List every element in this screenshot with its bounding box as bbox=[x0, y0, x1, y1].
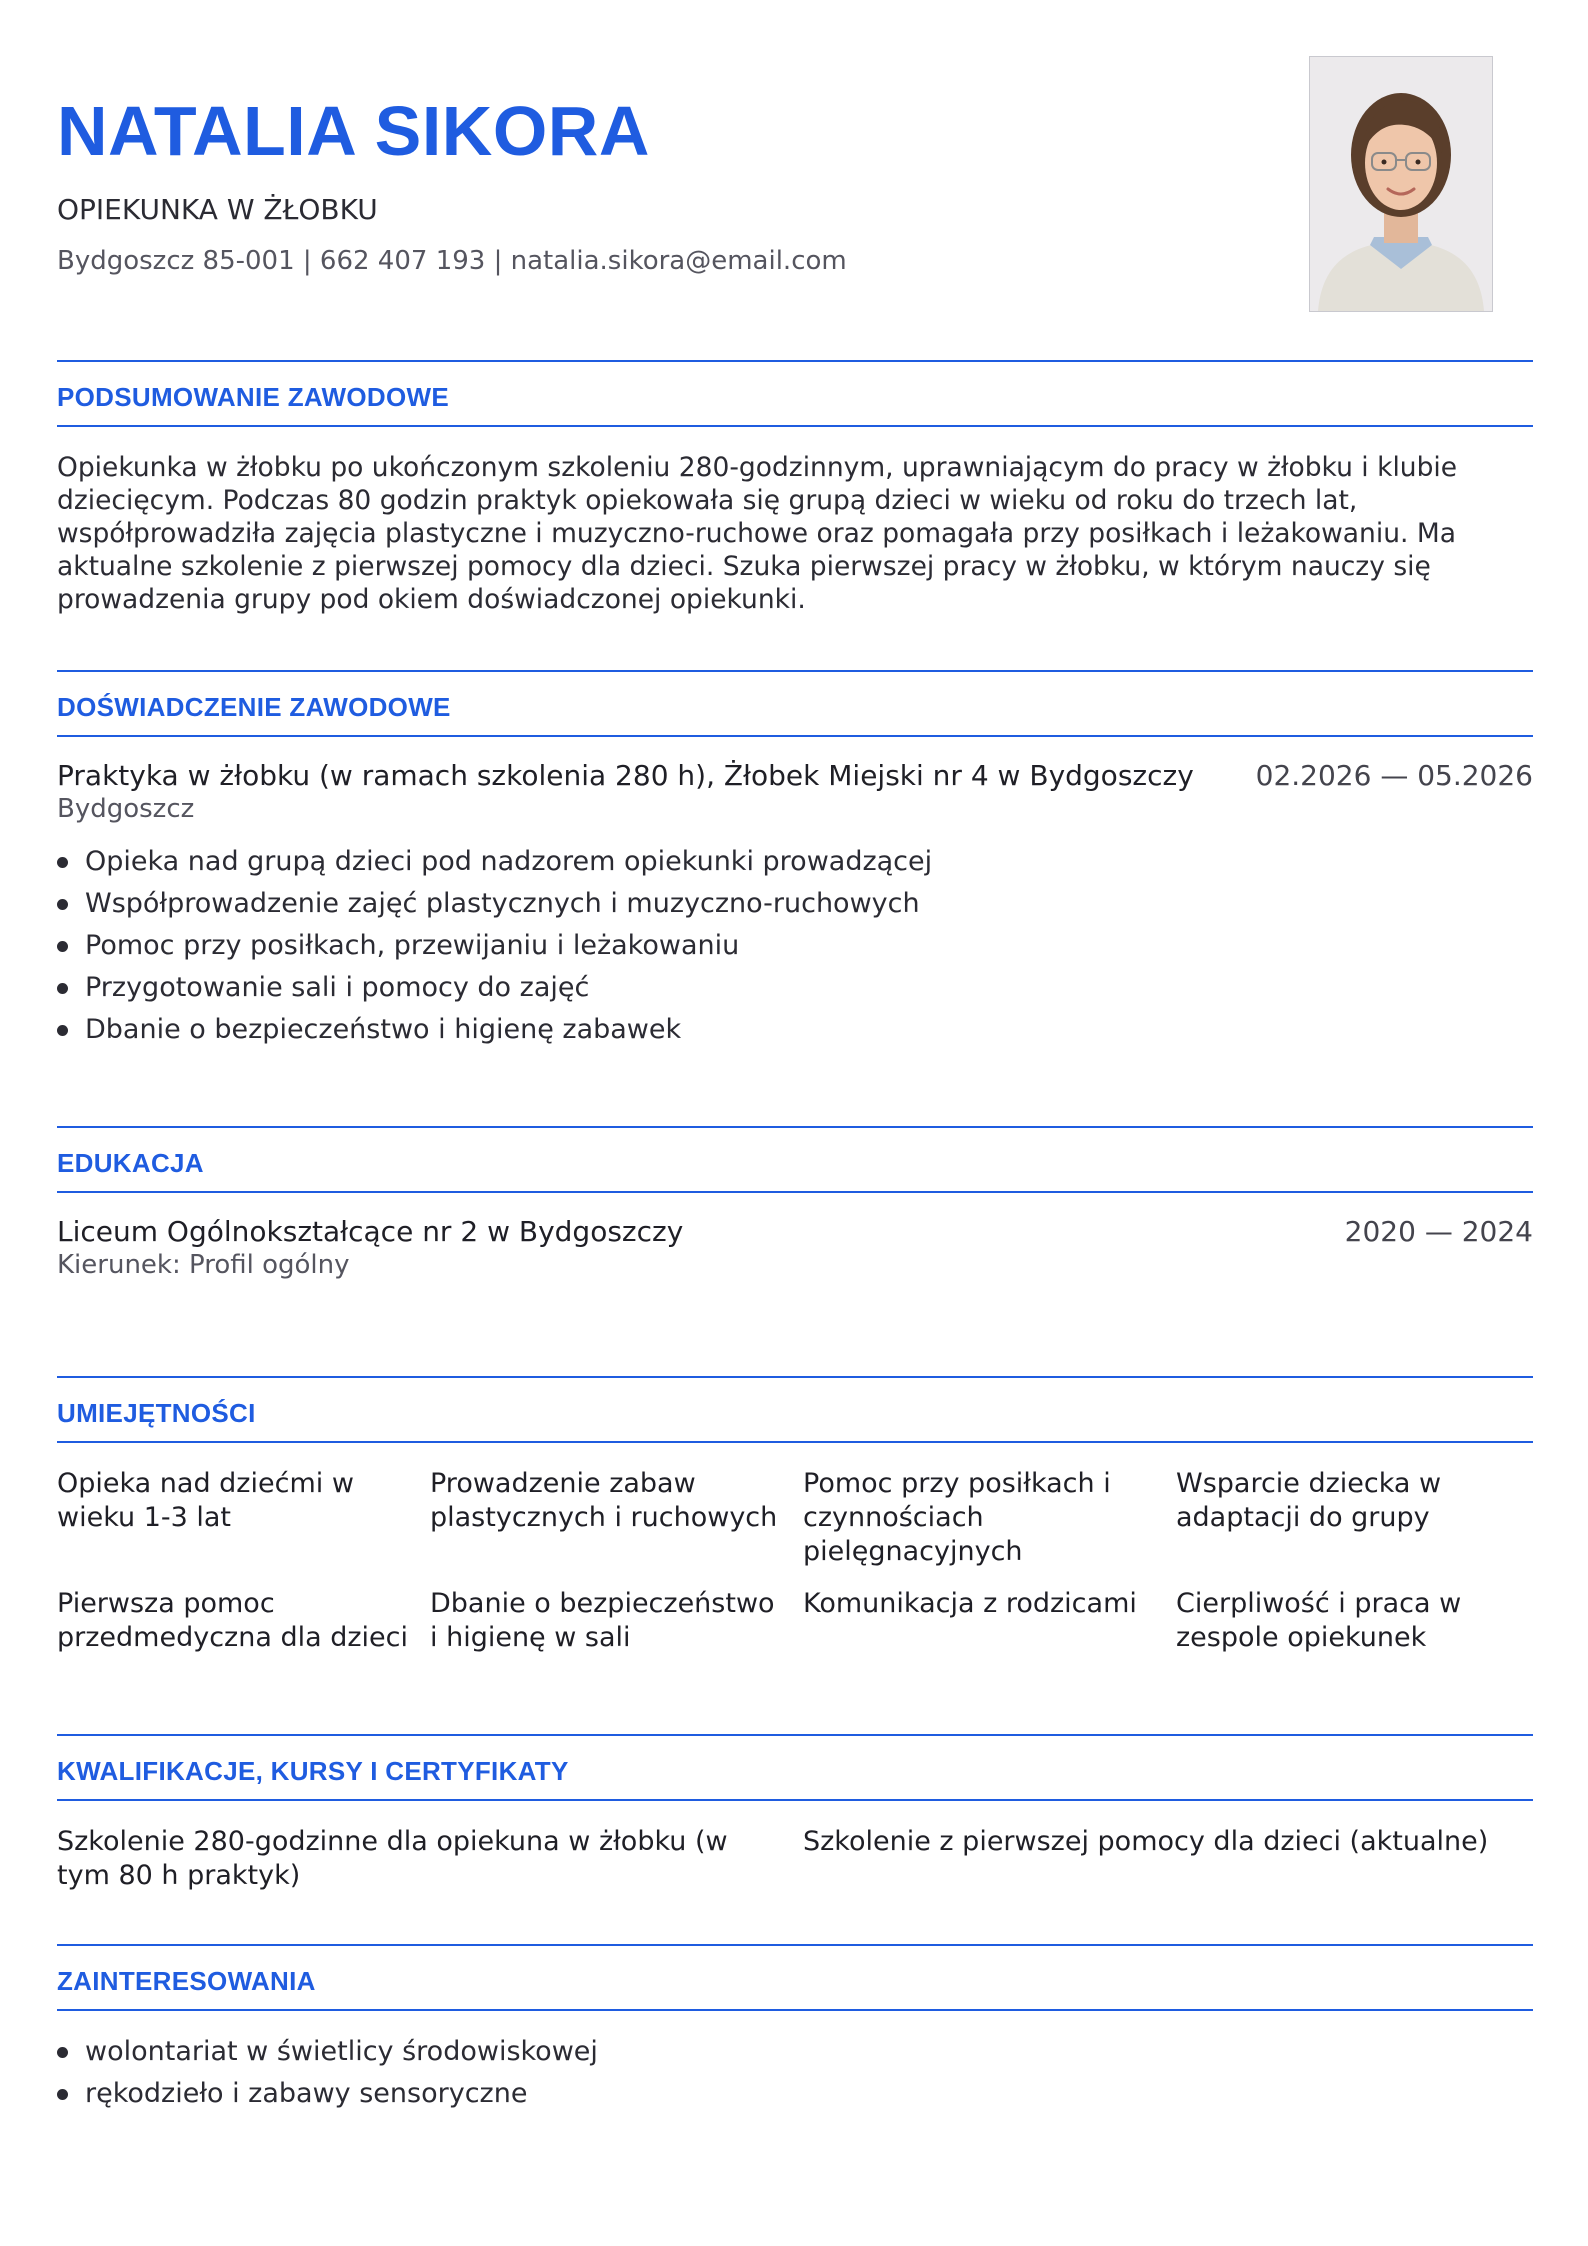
education-field: Kierunek: Profil ogólny bbox=[57, 1250, 350, 1280]
certificates-heading: KWALIFIKACJE, KURSY I CERTYFIKATY bbox=[57, 1756, 569, 1786]
experience-heading: DOŚWIADCZENIE ZAWODOWE bbox=[57, 692, 451, 722]
skill-item: Pierwsza pomoc przedmedyczna dla dzieci bbox=[57, 1588, 408, 1653]
list-item: wolontariat w świetlicy środowiskowej bbox=[57, 2031, 1533, 2073]
skill-item: Wsparcie dziecka w adaptacji do grupy bbox=[1176, 1468, 1442, 1533]
list-item: rękodzieło i zabawy sensoryczne bbox=[57, 2073, 1533, 2115]
skill-item: Cierpliwość i praca w zespole opiekunek bbox=[1176, 1588, 1462, 1653]
education-school: Liceum Ogólnokształcące nr 2 w Bydgoszczy bbox=[57, 1215, 684, 1248]
interests-heading: ZAINTERESOWANIA bbox=[57, 1966, 316, 1996]
skill-item: Komunikacja z rodzicami bbox=[803, 1588, 1137, 1619]
bullet-icon bbox=[57, 2089, 68, 2100]
skill-item: Prowadzenie zabaw plastycznych i ruchowych bbox=[430, 1468, 778, 1533]
skill-item: Opieka nad dziećmi w wieku 1-3 lat bbox=[57, 1468, 354, 1533]
bullet-icon bbox=[57, 983, 68, 994]
section-divider bbox=[57, 425, 1533, 427]
skill-item: Pomoc przy posiłkach i czynnościach pielęgnacyjnych bbox=[803, 1468, 1111, 1567]
bullet-icon bbox=[57, 857, 68, 868]
section-divider bbox=[57, 1441, 1533, 1443]
experience-entry bbox=[57, 759, 1533, 1051]
experience-location: Bydgoszcz bbox=[57, 794, 195, 824]
list-item: Przygotowanie sali i pomocy do zajęć bbox=[57, 967, 1533, 1009]
candidate-name: NATALIA SIKORA bbox=[57, 92, 650, 170]
skill-item: Dbanie o bezpieczeństwo i higienę w sali bbox=[430, 1588, 775, 1653]
interests-section bbox=[57, 1944, 1533, 2115]
list-item: Opieka nad grupą dzieci pod nadzorem opiekunki prowadzącej bbox=[57, 841, 1533, 883]
contact-info: Bydgoszcz 85-001 | 662 407 193 | natalia.sikora@email.com bbox=[57, 246, 847, 276]
experience-section bbox=[57, 670, 1533, 1051]
summary-section bbox=[57, 360, 1533, 616]
bullet-icon bbox=[57, 1025, 68, 1036]
bullet-icon bbox=[57, 941, 68, 952]
skills-section bbox=[57, 1376, 1533, 1655]
certificates-section bbox=[57, 1734, 1533, 1893]
experience-title: Praktyka w żłobku (w ramach szkolenia 280 h), Żłobek Miejski nr 4 w Bydgoszczy bbox=[57, 759, 1194, 792]
portrait-image bbox=[1310, 57, 1492, 311]
education-heading: EDUKACJA bbox=[57, 1148, 204, 1178]
skills-heading: UMIEJĘTNOŚCI bbox=[57, 1398, 256, 1428]
section-divider bbox=[57, 735, 1533, 737]
experience-dates: 02.2026 — 05.2026 bbox=[1255, 759, 1533, 792]
summary-text: Opiekunka w żłobku po ukończonym szkoleniu 280-godzinnym, uprawniającym do pracy w żłobku i klubie dziecięcym. Podczas 80 godzin praktyk opiekowała się grupą dzieci w wieku od roku do trzech lat, współprowadziła zajęcia plastyczne i muzyczno-ruchowe oraz pomagała przy posiłkach i leżakowaniu. Ma aktualne szkolenie z pierwszej pomocy dla dzieci. Szuka pierwszej pracy w żłobku, w którym nauczy się prowadzenia grupy pod okiem doświadczonej opiekunki. bbox=[57, 452, 1458, 615]
section-divider bbox=[57, 1799, 1533, 1801]
bullet-icon bbox=[57, 899, 68, 910]
certificate-item: Szkolenie 280-godzinne dla opiekuna w żłobku (w tym 80 h praktyk) bbox=[57, 1826, 728, 1891]
profile-photo bbox=[1309, 56, 1493, 312]
education-dates: 2020 — 2024 bbox=[1344, 1215, 1533, 1248]
summary-heading: PODSUMOWANIE ZAWODOWE bbox=[57, 382, 449, 412]
certificates-grid bbox=[57, 1825, 1533, 1893]
experience-bullets bbox=[57, 841, 1533, 1051]
interests-list bbox=[57, 2031, 1533, 2115]
list-item: Współprowadzenie zajęć plastycznych i muzyczno-ruchowych bbox=[57, 883, 1533, 925]
bullet-icon bbox=[57, 2047, 68, 2058]
certificate-item: Szkolenie z pierwszej pomocy dla dzieci (aktualne) bbox=[803, 1826, 1489, 1857]
section-divider bbox=[57, 1191, 1533, 1193]
skills-grid bbox=[57, 1467, 1533, 1655]
education-section bbox=[57, 1126, 1533, 1281]
section-divider bbox=[57, 2009, 1533, 2011]
education-entry bbox=[57, 1215, 1533, 1281]
list-item: Dbanie o bezpieczeństwo i higienę zabawek bbox=[57, 1009, 1533, 1051]
job-title: OPIEKUNKA W ŻŁOBKU bbox=[57, 193, 378, 226]
list-item: Pomoc przy posiłkach, przewijaniu i leżakowaniu bbox=[57, 925, 1533, 967]
